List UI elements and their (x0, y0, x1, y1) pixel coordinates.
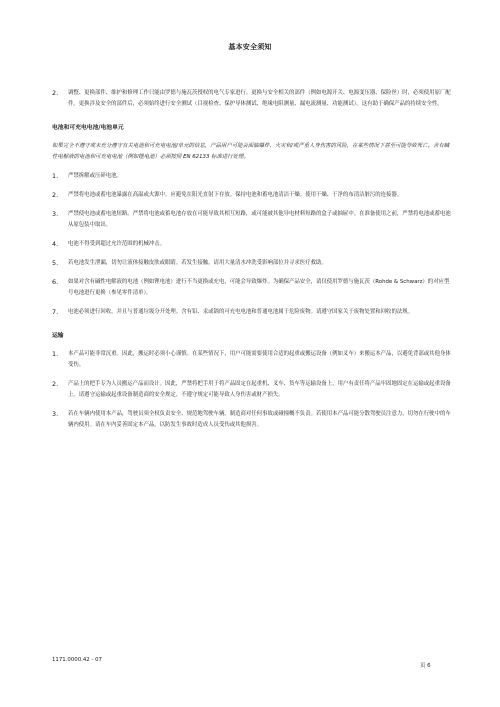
list-number: 2. (52, 89, 59, 97)
list-text: 若电池发生泄漏，切勿让液体接触皮肤或眼睛。若发生接触，请用大量清水冲洗受影响部位并寻求医疗救助。 (68, 260, 327, 266)
list-text: 严禁将电池或蓄电池暴露在高温或火源中。应避免在阳光直射下存放。保持电池和蓄电池清洁干燥。使用干燥、干净的布清洁脏污的连接器。 (68, 192, 403, 198)
document-body (52, 88, 452, 439)
list-text: 如果对含有碱性电解液的电池（例如锂电池）进行不当更换或充电，可能会导致爆炸。为确保产品安全，请仅使用罗德与施瓦茨（Rohde & Schwarz）的对应型号电池进行更换（参见零件清单）。 (68, 279, 450, 296)
battery-warning: 如果完全不遵守或未充分遵守有关电池和可充电电池/单元的信息，产品用户可能会面临爆炸、火灾和/或严重人身伤害的风险，在某些情况下甚至可能导致死亡。含有碱性电解液的电池和可充电电池（例如锂电池）必须按照 EN 62133 标准进行处理。 (52, 143, 450, 160)
list-item (52, 239, 452, 250)
list-text: 本产品可能非常沉重。因此，搬运时必须小心谨慎。在某些情况下，用户可能需要使用合适的起重或搬运设备（例如叉车）来搬运本产品，以避免背部或其他身体受伤。 (68, 351, 451, 368)
list-text: 若在车辆内使用本产品，驾驶员须全权负责安全、规范地驾驶车辆。制造商对任何事故或碰撞概不负责。若使用本产品可能分散驾驶员注意力，切勿在行驶中的车辆内使用。请在车内妥善固定本产品，以防发生事故时造成人员受伤或其他损害。 (68, 411, 451, 428)
list-item (52, 379, 452, 401)
list-text: 电池不得受到超过允许范围的机械冲击。 (68, 241, 166, 247)
list-number: 6. (52, 278, 59, 286)
list-number: 3. (52, 410, 59, 418)
list-number: 4. (52, 240, 59, 248)
list-text: 电池必须进行回收，并且与普通垃圾分开处理。含有铅、汞或镉的可充电电池和普通电池属于危险废物。请遵守国家关于废物处置和回收的法规。 (68, 309, 414, 315)
section-heading-transport: 运输 (52, 333, 64, 339)
list-number: 2. (52, 191, 59, 199)
document-number: 1171.0000.42 - 07 (52, 657, 102, 663)
page-title: 基本安全须知 (228, 43, 272, 51)
list-item (52, 277, 452, 299)
list-text: 调整、更换部件、维护和修理工作只能由罗德与施瓦茨授权的电气专家进行。更换与安全相关的部件（例如电源开关、电源变压器、保险丝）时，必须使用原厂配件。更换涉及安全的部件后，必须始终进行安全测试（目视检查、保护导体测试、绝缘电阻测量、漏电流测量、功能测试）。这有助于确保产品的持续安全性。 (68, 90, 451, 107)
list-number: 5. (52, 259, 59, 267)
list-item (52, 258, 452, 269)
list-number: 7. (52, 308, 59, 316)
list-number: 2. (52, 380, 59, 388)
list-item (52, 409, 452, 431)
list-text: 严禁拆解或压碎电池。 (68, 173, 122, 179)
page-number: 页 6 (420, 663, 431, 669)
list-item (52, 349, 452, 371)
list-item (52, 88, 452, 110)
list-text: 严禁使电池或蓄电池短路。严禁将电池或蓄电池存放在可能导致其相互短路，或可能被其他导电材料短路的盒子或抽屉中。在准备使用之前，严禁将电池或蓄电池从原包装中取出。 (68, 211, 451, 228)
list-item (52, 190, 452, 201)
list-item (52, 171, 452, 182)
section-heading-battery: 电池和可充电电池/电池单元 (52, 125, 124, 131)
list-item (52, 209, 452, 231)
list-number: 1. (52, 172, 59, 180)
list-number: 1. (52, 350, 59, 358)
list-item (52, 307, 452, 318)
list-number: 3. (52, 210, 59, 218)
list-text: 产品上的把手专为人员搬运产品而设计。因此，严禁将把手用于将产品固定在起重机、叉车、货车等运输设备上。用户有责任将产品牢固地固定在运输或起重设备上。请遵守运输或起重设备制造商的安全规定。不遵守规定可能导致人身伤害或财产损失。 (68, 381, 451, 398)
